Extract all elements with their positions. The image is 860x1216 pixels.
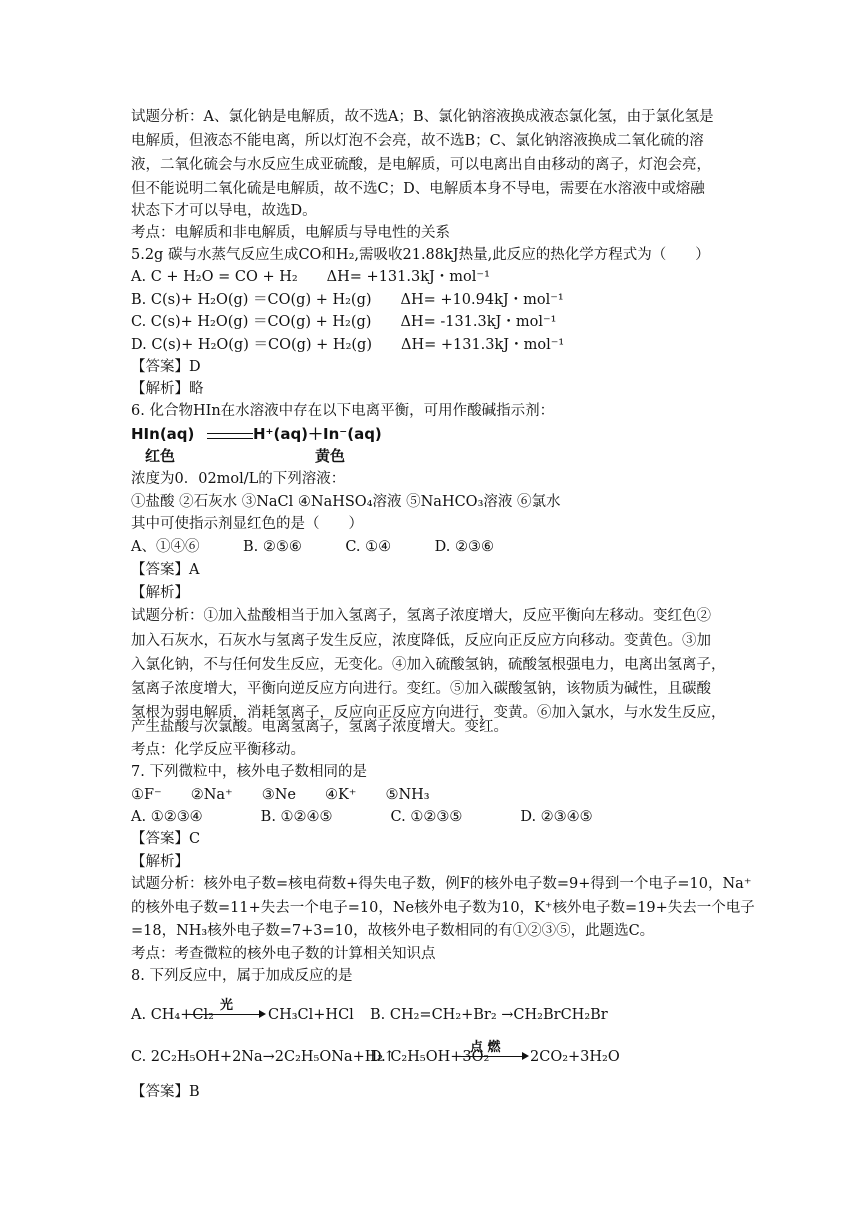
question-8-stem: 8. 下列反应中，属于加成反应的是 [131, 968, 353, 984]
red-color-label: 红色 [145, 447, 176, 465]
reaction-arrow [456, 1056, 524, 1057]
equilibrium-arrow [207, 429, 253, 443]
question-5-option-b: B. C(s)+ H₂O(g) ＝CO(g) + H₂(g) ΔH= +10.94kJ・mol⁻¹ [131, 292, 564, 308]
analysis-text-line: 试题分析：A、氯化钠是电解质，故不选A；B、氯化钠溶液换成液态氯化氢，由于氯化氢是 [131, 109, 714, 125]
question-6-stem: 6. 化合物HIn在水溶液中存在以下电离平衡，可用作酸碱指示剂： [131, 403, 555, 419]
explanation-label: 【解析】略 [131, 381, 204, 397]
question-5-option-a: A. C + H₂O = CO + H₂ ΔH= +131.3kJ・mol⁻¹ [131, 269, 490, 285]
question-8-option-a-reactants: A. CH₄+Cl₂ [131, 1007, 214, 1023]
equilibrium-reactant: HIn(aq) [131, 425, 195, 443]
answer-label: 【答案】B [131, 1084, 200, 1100]
explanation-label: 【解析】 [131, 854, 189, 870]
reaction-arrow-head [259, 1010, 266, 1018]
question-7-options: A. ①②③④ B. ①②④⑤ C. ①②③⑤ D. ②③④⑤ [131, 809, 593, 825]
question-8-option-c: C. 2C₂H₅OH+2Na→2C₂H₅ONa+H₂↑ [131, 1049, 396, 1065]
analysis-text-line: 但不能说明二氧化硫是电解质，故不选C；D、电解质本身不导电，需要在水溶液中或熔融 [131, 181, 705, 197]
answer-label: 【答案】A [131, 562, 200, 578]
analysis-text-line: 试题分析：①加入盐酸相当于加入氢离子，氢离子浓度增大，反应平衡向左移动。变红色② [131, 608, 711, 624]
answer-label: 【答案】D [131, 359, 201, 375]
yellow-color-label: 黄色 [315, 447, 346, 465]
reaction-arrow-head [522, 1052, 529, 1060]
analysis-text-line: 的核外电子数=11+失去一个电子=10，Ne核外电子数为10，K⁺核外电子数=19+失去一个电子 [131, 900, 755, 916]
question-7-stem: 7. 下列微粒中，核外电子数相同的是 [131, 764, 367, 780]
analysis-text-line: 状态下才可以导电，故选D。 [131, 203, 317, 219]
question-5-option-c: C. C(s)+ H₂O(g) ＝CO(g) + H₂(g) ΔH= -131.3kJ・mol⁻¹ [131, 314, 557, 330]
reaction-arrow [185, 1014, 261, 1015]
knowledge-point: 考点：化学反应平衡移动。 [131, 742, 305, 758]
question-8-option-b: B. CH₂=CH₂+Br₂ →CH₂BrCH₂Br [370, 1007, 608, 1023]
question-8-option-d-reactants: D. C₂H₅OH+3O₂ [370, 1049, 490, 1065]
knowledge-point: 考点：电解质和非电解质，电解质与导电性的关系 [131, 225, 450, 241]
analysis-text-line: 入氯化钠，不与任何发生反应，无变化。④加入硫酸氢钠，硫酸氢根强电力，电离出氢离子， [131, 657, 726, 673]
analysis-text-line: 试题分析：核外电子数=核电荷数+得失电子数，例F的核外电子数=9+得到一个电子=10，Na⁺ [131, 876, 752, 892]
analysis-text-line: 加入石灰水，石灰水与氢离子发生反应，浓度降低，反应向正反应方向移动。变黄色。③加 [131, 633, 711, 649]
analysis-text-line: 氢离子浓度增大，平衡向逆反应方向进行。变红。⑤加入碳酸氢钠，该物质为碱性，且碳酸 [131, 681, 711, 697]
question-8-option-a-products: CH₃Cl+HCl [268, 1007, 354, 1023]
analysis-text-line: =18，NH₃核外电子数=7+3=10，故核外电子数相同的有①②③⑤，此题选C。 [131, 923, 655, 939]
explanation-label: 【解析】 [131, 585, 189, 601]
question-6-solutions: ①盐酸 ②石灰水 ③NaCl ④NaHSO₄溶液 ⑤NaHCO₃溶液 ⑥氯水 [131, 494, 561, 510]
analysis-text-line: 液，二氧化硫会与水反应生成亚硫酸，是电解质，可以电离出自由移动的离子，灯泡会亮， [131, 157, 711, 173]
answer-label: 【答案】C [131, 831, 201, 847]
equilibrium-products: H⁺(aq)＋In⁻(aq) [253, 425, 382, 443]
question-7-particles: ①F⁻ ②Na⁺ ③Ne ④K⁺ ⑤NH₃ [131, 787, 430, 803]
question-8-option-d-products: 2CO₂+3H₂O [530, 1049, 620, 1065]
analysis-text-line: 电解质，但液态不能电离，所以灯泡不会亮，故不选B；C、氯化钠溶液换成二氧化硫的溶 [131, 133, 704, 149]
question-6-ask: 其中可使指示剂显红色的是（ ） [131, 516, 363, 532]
question-5-stem: 5.2g 碳与水蒸气反应生成CO和H₂,需吸收21.88kJ热量,此反应的热化学方程式为（ ） [131, 247, 710, 263]
question-6-concentration: 浓度为0．02mol/L的下列溶液： [131, 471, 346, 487]
ignition-condition-label: 点 燃 [470, 1040, 501, 1055]
question-6-options: A、①④⑥ B. ②⑤⑥ C. ①④ D. ②③⑥ [131, 539, 494, 555]
light-condition-label: 光 [220, 998, 234, 1013]
knowledge-point: 考点：考查微粒的核外电子数的计算相关知识点 [131, 946, 436, 962]
analysis-text-line: 氢根为弱电解质，消耗氢离子，反应向正反应方向进行，变黄。⑥加入氯水，与水发生反应， [131, 705, 726, 721]
analysis-text-line: 产生盐酸与次氯酸。电离氢离子，氢离子浓度增大。变红。 [131, 719, 508, 735]
question-5-option-d: D. C(s)+ H₂O(g) ＝CO(g) + H₂(g) ΔH= +131.3kJ・mol⁻¹ [131, 337, 565, 353]
